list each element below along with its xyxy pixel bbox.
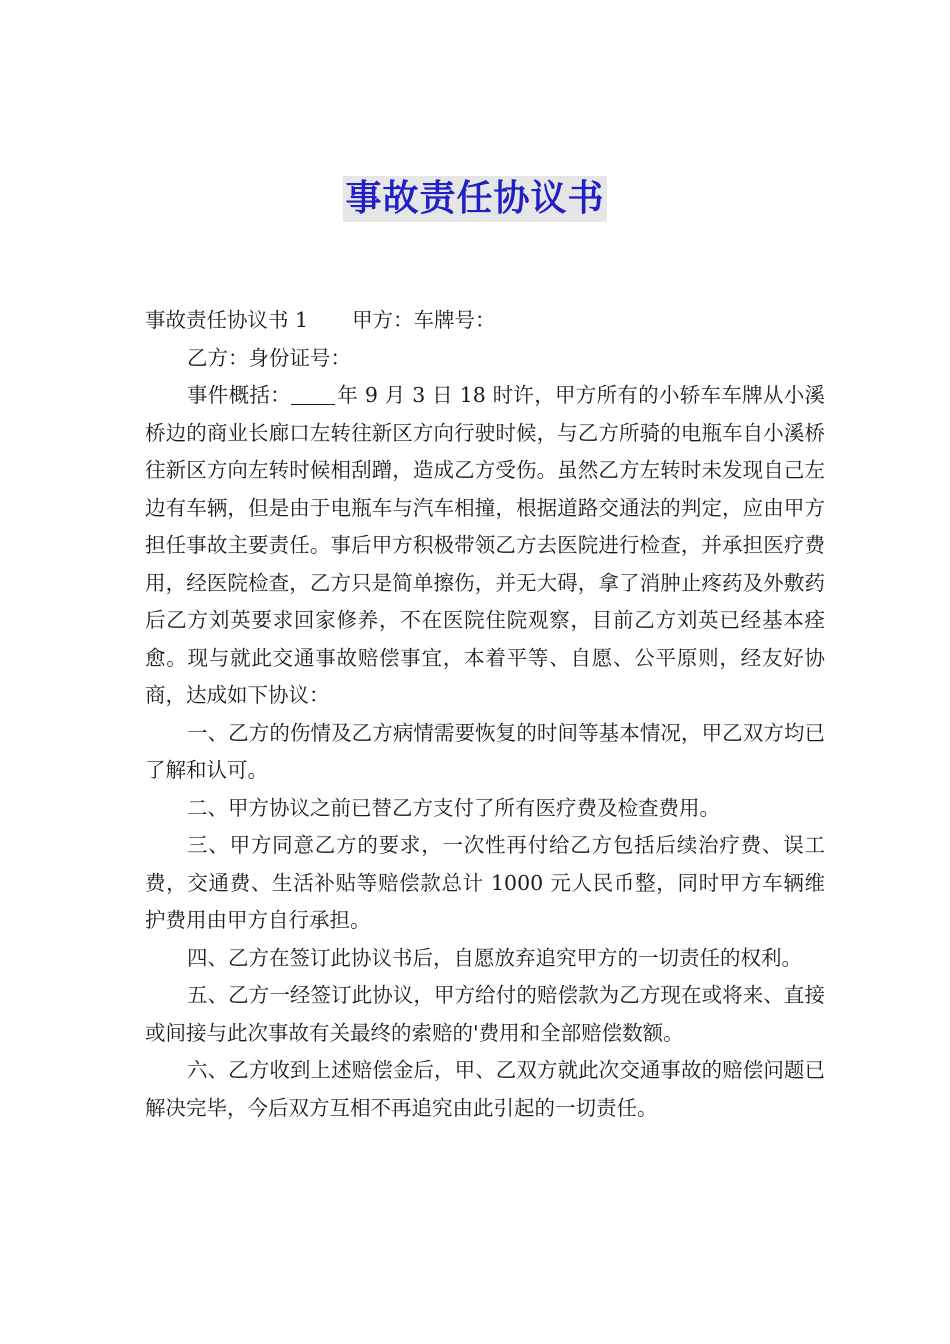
- header-line: [145, 302, 825, 340]
- clause-1: 一、乙方的伤情及乙方病情需要恢复的时间等基本情况，甲乙双方均已了解和认可。: [145, 720, 825, 782]
- title-container: [0, 176, 950, 222]
- header-line-right: 甲方：车牌号：: [352, 308, 496, 332]
- summary-text: 年 9 月 3 日 18 时许，甲方所有的小轿车车牌从小溪桥边的商业长廊口左转往新区方向行驶时候，与乙方所骑的电瓶车自小溪桥往新区方向左转时候相刮蹭，造成乙方受伤。虽然乙方左转时未发现自己左边有车辆，但是由于电瓶车与汽车相撞，根据道路交通法的判定，应由甲方担任事故主要责任。事后甲方积极带领乙方去医院进行检查，并承担医疗费用，经医院检查，乙方只是简单擦伤，并无大碍，拿了消肿止疼药及外敷药后乙方刘英要求回家修养，不在医院住院观察，目前乙方刘英已经基本痊愈。现与就此交通事故赔偿事宜，本着平等、自愿、公平原则，经友好协商，达成如下协议：: [145, 383, 825, 707]
- document-title: 事故责任协议书: [343, 176, 606, 222]
- summary-paragraph: [145, 377, 825, 715]
- clause-5: 五、乙方一经签订此协议，甲方给付的赔偿款为乙方现在或将来、直接或间接与此次事故有关最终的索赔的'费用和全部赔偿数额。: [145, 983, 825, 1045]
- header-line-left: 事故责任协议书 1: [145, 308, 309, 332]
- clause-2: 二、甲方协议之前已替乙方支付了所有医疗费及检查费用。: [187, 795, 720, 820]
- clause-4: 四、乙方在签订此协议书后，自愿放弃追究甲方的一切责任的权利。: [187, 945, 802, 970]
- clause-3: 三、甲方同意乙方的要求，一次性再付给乙方包括后续治疗费、误工费，交通费、生活补贴等赔偿款总计 1000 元人民币整，同时甲方车辆维护费用由甲方自行承担。: [145, 833, 825, 932]
- document-body: [145, 302, 825, 1127]
- year-blank-line: [291, 384, 335, 406]
- party-b-line: 乙方：身份证号：: [187, 345, 351, 370]
- summary-label: 事件概括：: [187, 383, 291, 407]
- clause-6: 六、乙方收到上述赔偿金后，甲、乙双方就此次交通事故的赔偿问题已解决完毕，今后双方互相不再追究由此引起的一切责任。: [145, 1058, 825, 1120]
